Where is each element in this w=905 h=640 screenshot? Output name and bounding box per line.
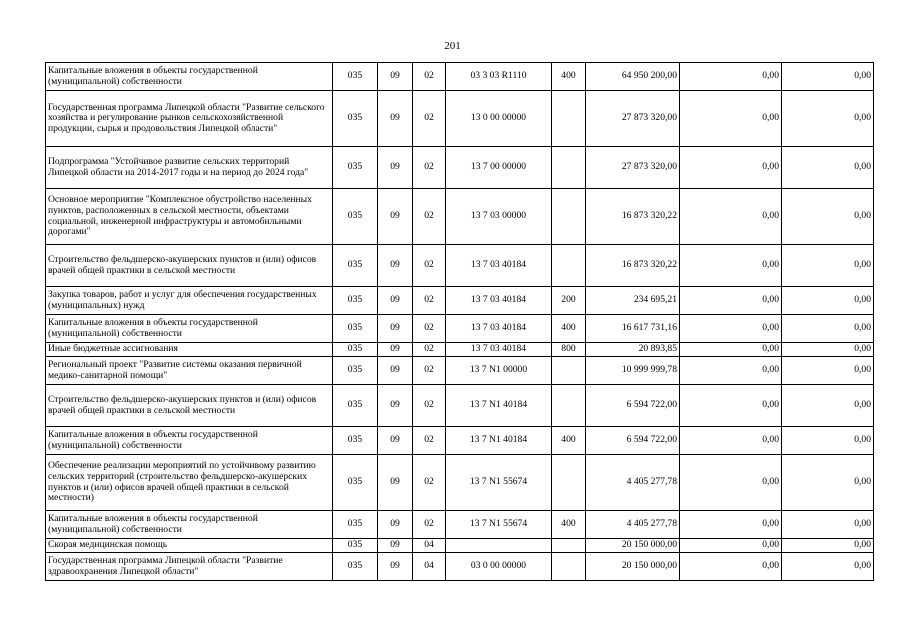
- subsection-code: 04: [413, 553, 446, 581]
- table-row: [46, 315, 874, 343]
- subsection-code: 02: [413, 511, 446, 539]
- section-code: 09: [378, 385, 413, 427]
- amount-year-3: 0,00: [782, 343, 874, 357]
- budget-table-body: [46, 63, 874, 581]
- row-name: Капитальные вложения в объекты государственной (муниципальной) собственности: [46, 427, 333, 455]
- ministry-code: 035: [333, 189, 378, 245]
- amount-year-2: 0,00: [680, 315, 782, 343]
- table-row: [46, 427, 874, 455]
- target-article-code: 13 7 N1 40184: [446, 385, 552, 427]
- ministry-code: 035: [333, 539, 378, 553]
- ministry-code: 035: [333, 245, 378, 287]
- target-article-code: 03 3 03 R1110: [446, 63, 552, 91]
- amount-year-3: 0,00: [782, 385, 874, 427]
- section-code: 09: [378, 511, 413, 539]
- expense-type-code: [552, 553, 586, 581]
- expense-type-code: 800: [552, 343, 586, 357]
- row-name: Скорая медицинская помощь: [46, 539, 333, 553]
- row-name: Капитальные вложения в объекты государственной (муниципальной) собственности: [46, 315, 333, 343]
- row-name: Закупка товаров, работ и услуг для обеспечения государственных (муниципальных) нужд: [46, 287, 333, 315]
- target-article-code: 13 7 03 40184: [446, 315, 552, 343]
- expense-type-code: 200: [552, 287, 586, 315]
- section-code: 09: [378, 287, 413, 315]
- page-number: 201: [444, 40, 461, 52]
- target-article-code: 13 0 00 00000: [446, 91, 552, 147]
- section-code: 09: [378, 539, 413, 553]
- amount-year-1: 6 594 722,00: [586, 385, 680, 427]
- amount-year-1: 234 695,21: [586, 287, 680, 315]
- subsection-code: 02: [413, 91, 446, 147]
- amount-year-2: 0,00: [680, 245, 782, 287]
- subsection-code: 02: [413, 315, 446, 343]
- target-article-code: 13 7 N1 40184: [446, 427, 552, 455]
- table-row: [46, 63, 874, 91]
- expense-type-code: 400: [552, 427, 586, 455]
- table-row: [46, 553, 874, 581]
- section-code: 09: [378, 357, 413, 385]
- target-article-code: 13 7 N1 55674: [446, 511, 552, 539]
- amount-year-2: 0,00: [680, 343, 782, 357]
- table-row: [46, 245, 874, 287]
- subsection-code: 02: [413, 427, 446, 455]
- row-name: Государственная программа Липецкой области "Развитие сельского хозяйства и регулирование рынков сельскохозяйственной продукции, сырья и продовольствия Липецкой области": [46, 91, 333, 147]
- target-article-code: 13 7 N1 00000: [446, 357, 552, 385]
- section-code: 09: [378, 553, 413, 581]
- table-row: [46, 91, 874, 147]
- subsection-code: 02: [413, 455, 446, 511]
- target-article-code: 13 7 N1 55674: [446, 455, 552, 511]
- expense-type-code: 400: [552, 63, 586, 91]
- row-name: Подпрограмма "Устойчивое развитие сельских территорий Липецкой области на 2014-2017 годы и на период до 2024 года": [46, 147, 333, 189]
- table-row: [46, 455, 874, 511]
- section-code: 09: [378, 91, 413, 147]
- ministry-code: 035: [333, 357, 378, 385]
- amount-year-3: 0,00: [782, 147, 874, 189]
- subsection-code: 02: [413, 63, 446, 91]
- expense-type-code: 400: [552, 315, 586, 343]
- amount-year-2: 0,00: [680, 385, 782, 427]
- expense-type-code: [552, 91, 586, 147]
- amount-year-3: 0,00: [782, 357, 874, 385]
- ministry-code: 035: [333, 287, 378, 315]
- ministry-code: 035: [333, 455, 378, 511]
- amount-year-2: 0,00: [680, 91, 782, 147]
- expense-type-code: [552, 455, 586, 511]
- amount-year-3: 0,00: [782, 539, 874, 553]
- amount-year-1: 27 873 320,00: [586, 91, 680, 147]
- subsection-code: 04: [413, 539, 446, 553]
- target-article-code: [446, 539, 552, 553]
- row-name: Строительство фельдшерско-акушерских пунктов и (или) офисов врачей общей практики в сельской местности: [46, 245, 333, 287]
- amount-year-2: 0,00: [680, 189, 782, 245]
- amount-year-3: 0,00: [782, 91, 874, 147]
- amount-year-2: 0,00: [680, 511, 782, 539]
- amount-year-1: 16 873 320,22: [586, 189, 680, 245]
- amount-year-3: 0,00: [782, 427, 874, 455]
- amount-year-2: 0,00: [680, 287, 782, 315]
- subsection-code: 02: [413, 385, 446, 427]
- subsection-code: 02: [413, 147, 446, 189]
- amount-year-3: 0,00: [782, 245, 874, 287]
- ministry-code: 035: [333, 553, 378, 581]
- amount-year-1: 27 873 320,00: [586, 147, 680, 189]
- ministry-code: 035: [333, 385, 378, 427]
- subsection-code: 02: [413, 287, 446, 315]
- amount-year-3: 0,00: [782, 315, 874, 343]
- row-name: Капитальные вложения в объекты государственной (муниципальной) собственности: [46, 63, 333, 91]
- expense-type-code: [552, 147, 586, 189]
- ministry-code: 035: [333, 511, 378, 539]
- amount-year-2: 0,00: [680, 147, 782, 189]
- ministry-code: 035: [333, 147, 378, 189]
- section-code: 09: [378, 147, 413, 189]
- subsection-code: 02: [413, 245, 446, 287]
- ministry-code: 035: [333, 91, 378, 147]
- row-name: Строительство фельдшерско-акушерских пунктов и (или) офисов врачей общей практики в сельской местности: [46, 385, 333, 427]
- table-row: [46, 343, 874, 357]
- section-code: 09: [378, 245, 413, 287]
- amount-year-1: 20 150 000,00: [586, 539, 680, 553]
- amount-year-1: 6 594 722,00: [586, 427, 680, 455]
- amount-year-2: 0,00: [680, 455, 782, 511]
- row-name: Капитальные вложения в объекты государственной (муниципальной) собственности: [46, 511, 333, 539]
- table-row: [46, 511, 874, 539]
- amount-year-1: 16 873 320,22: [586, 245, 680, 287]
- table-row: [46, 385, 874, 427]
- budget-table: [45, 62, 874, 581]
- amount-year-2: 0,00: [680, 427, 782, 455]
- amount-year-1: 10 999 999,78: [586, 357, 680, 385]
- row-name: Государственная программа Липецкой области "Развитие здравоохранения Липецкой области": [46, 553, 333, 581]
- amount-year-3: 0,00: [782, 553, 874, 581]
- table-row: [46, 539, 874, 553]
- target-article-code: 13 7 03 40184: [446, 245, 552, 287]
- section-code: 09: [378, 63, 413, 91]
- ministry-code: 035: [333, 63, 378, 91]
- subsection-code: 02: [413, 189, 446, 245]
- amount-year-3: 0,00: [782, 63, 874, 91]
- expense-type-code: [552, 189, 586, 245]
- ministry-code: 035: [333, 343, 378, 357]
- section-code: 09: [378, 427, 413, 455]
- expense-type-code: [552, 245, 586, 287]
- amount-year-2: 0,00: [680, 63, 782, 91]
- section-code: 09: [378, 455, 413, 511]
- amount-year-2: 0,00: [680, 357, 782, 385]
- amount-year-3: 0,00: [782, 287, 874, 315]
- section-code: 09: [378, 315, 413, 343]
- target-article-code: 13 7 03 40184: [446, 287, 552, 315]
- row-name: Обеспечение реализации мероприятий по устойчивому развитию сельских территорий (строительство фельдшерско-акушерских пунктов и (или) офисов врачей общей практики в сельской местности): [46, 455, 333, 511]
- target-article-code: 13 7 00 00000: [446, 147, 552, 189]
- target-article-code: 03 0 00 00000: [446, 553, 552, 581]
- amount-year-3: 0,00: [782, 511, 874, 539]
- ministry-code: 035: [333, 315, 378, 343]
- expense-type-code: 400: [552, 511, 586, 539]
- amount-year-1: 20 893,85: [586, 343, 680, 357]
- target-article-code: 13 7 03 00000: [446, 189, 552, 245]
- amount-year-2: 0,00: [680, 539, 782, 553]
- subsection-code: 02: [413, 357, 446, 385]
- section-code: 09: [378, 343, 413, 357]
- table-row: [46, 287, 874, 315]
- table-row: [46, 189, 874, 245]
- amount-year-3: 0,00: [782, 189, 874, 245]
- amount-year-3: 0,00: [782, 455, 874, 511]
- row-name: Региональный проект "Развитие системы оказания первичной медико-санитарной помощи": [46, 357, 333, 385]
- expense-type-code: [552, 385, 586, 427]
- ministry-code: 035: [333, 427, 378, 455]
- expense-type-code: [552, 357, 586, 385]
- table-row: [46, 357, 874, 385]
- table-row: [46, 147, 874, 189]
- amount-year-1: 4 405 277,78: [586, 455, 680, 511]
- subsection-code: 02: [413, 343, 446, 357]
- target-article-code: 13 7 03 40184: [446, 343, 552, 357]
- expense-type-code: [552, 539, 586, 553]
- amount-year-1: 20 150 000,00: [586, 553, 680, 581]
- amount-year-1: 4 405 277,78: [586, 511, 680, 539]
- amount-year-1: 16 617 731,16: [586, 315, 680, 343]
- row-name: Основное мероприятие "Комплексное обустройство населенных пунктов, расположенных в сельской местности, объектами социальной, инженерной инфраструктуры и автомобильными дорогами": [46, 189, 333, 245]
- section-code: 09: [378, 189, 413, 245]
- amount-year-2: 0,00: [680, 553, 782, 581]
- row-name: Иные бюджетные ассигнования: [46, 343, 333, 357]
- amount-year-1: 64 950 200,00: [586, 63, 680, 91]
